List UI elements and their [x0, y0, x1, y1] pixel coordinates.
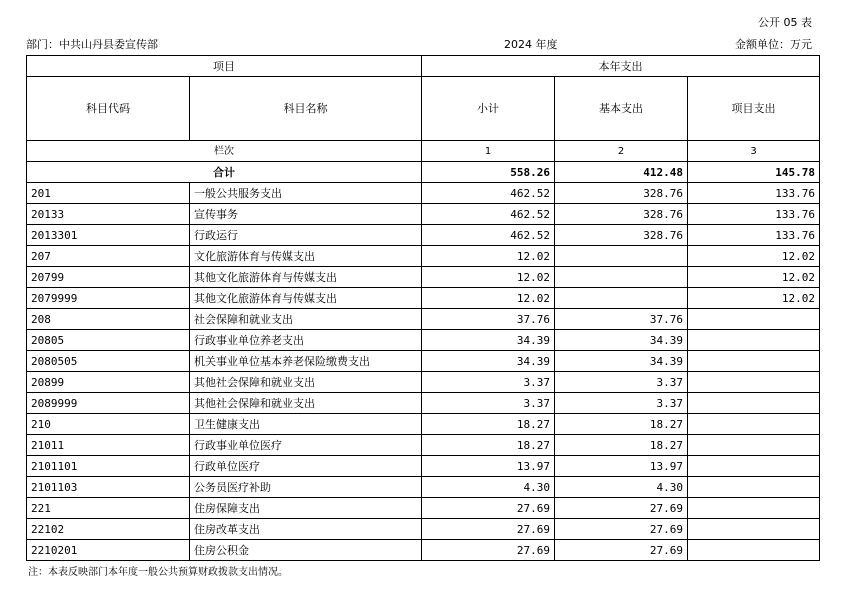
column-index: 3	[688, 141, 820, 162]
column-index: 2	[555, 141, 688, 162]
total-label: 合计	[27, 162, 422, 183]
table-row	[27, 330, 820, 351]
subtotal-cell: 27.69	[422, 540, 555, 561]
basic-cell: 18.27	[555, 435, 688, 456]
subject-code: 208	[27, 309, 190, 330]
total-project: 145.78	[688, 162, 820, 183]
header-basic: 基本支出	[555, 77, 688, 141]
subtotal-cell: 27.69	[422, 519, 555, 540]
column-index-label: 栏次	[27, 141, 422, 162]
subtotal-cell: 27.69	[422, 498, 555, 519]
column-index: 1	[422, 141, 555, 162]
project-cell: 12.02	[688, 246, 820, 267]
table-row	[27, 267, 820, 288]
project-cell	[688, 414, 820, 435]
header-project: 项目支出	[688, 77, 820, 141]
subtotal-cell: 12.02	[422, 246, 555, 267]
header-name: 科目名称	[190, 77, 422, 141]
subtotal-cell: 3.37	[422, 393, 555, 414]
table-row	[27, 183, 820, 204]
subtotal-cell: 12.02	[422, 288, 555, 309]
expenditure-table	[26, 55, 820, 561]
subject-name: 文化旅游体育与传媒支出	[190, 246, 422, 267]
table-row	[27, 204, 820, 225]
table-row	[27, 351, 820, 372]
project-cell	[688, 456, 820, 477]
subtotal-cell: 462.52	[422, 183, 555, 204]
basic-cell: 27.69	[555, 540, 688, 561]
table-row	[27, 540, 820, 561]
subtotal-cell: 462.52	[422, 204, 555, 225]
subtotal-cell: 12.02	[422, 267, 555, 288]
table-row	[27, 477, 820, 498]
basic-cell: 34.39	[555, 351, 688, 372]
basic-cell: 328.76	[555, 183, 688, 204]
table-row	[27, 288, 820, 309]
subtotal-cell: 18.27	[422, 435, 555, 456]
subtotal-cell: 462.52	[422, 225, 555, 246]
basic-cell	[555, 246, 688, 267]
subject-name: 住房保障支出	[190, 498, 422, 519]
subject-name: 住房公积金	[190, 540, 422, 561]
subtotal-cell: 34.39	[422, 351, 555, 372]
basic-cell: 37.76	[555, 309, 688, 330]
table-row	[27, 246, 820, 267]
project-cell: 133.76	[688, 204, 820, 225]
subtotal-cell: 37.76	[422, 309, 555, 330]
subject-code: 210	[27, 414, 190, 435]
subject-code: 221	[27, 498, 190, 519]
fiscal-year: 2024 年度	[504, 38, 558, 51]
project-cell	[688, 435, 820, 456]
subject-code: 20799	[27, 267, 190, 288]
subject-code: 21011	[27, 435, 190, 456]
basic-cell: 328.76	[555, 225, 688, 246]
total-basic: 412.48	[555, 162, 688, 183]
total-row	[27, 162, 820, 183]
project-cell: 133.76	[688, 225, 820, 246]
total-subtotal: 558.26	[422, 162, 555, 183]
subject-name: 住房改革支出	[190, 519, 422, 540]
project-cell	[688, 330, 820, 351]
subtotal-cell: 3.37	[422, 372, 555, 393]
table-row	[27, 456, 820, 477]
project-cell	[688, 372, 820, 393]
basic-cell: 27.69	[555, 519, 688, 540]
basic-cell: 34.39	[555, 330, 688, 351]
subject-code: 201	[27, 183, 190, 204]
basic-cell: 13.97	[555, 456, 688, 477]
subject-name: 其他社会保障和就业支出	[190, 372, 422, 393]
basic-cell: 328.76	[555, 204, 688, 225]
table-row	[27, 225, 820, 246]
table-row	[27, 435, 820, 456]
subject-code: 20899	[27, 372, 190, 393]
subtotal-cell: 13.97	[422, 456, 555, 477]
subject-code: 2013301	[27, 225, 190, 246]
subject-code: 2089999	[27, 393, 190, 414]
department-label: 部门：中共山丹县委宣传部	[26, 38, 158, 51]
subject-name: 行政事业单位医疗	[190, 435, 422, 456]
project-cell: 133.76	[688, 183, 820, 204]
basic-cell	[555, 267, 688, 288]
subject-name: 行政事业单位养老支出	[190, 330, 422, 351]
project-cell: 12.02	[688, 267, 820, 288]
subject-code: 22102	[27, 519, 190, 540]
table-row	[27, 393, 820, 414]
header-current-year: 本年支出	[422, 56, 820, 77]
subtotal-cell: 34.39	[422, 330, 555, 351]
project-cell	[688, 351, 820, 372]
subject-name: 其他文化旅游体育与传媒支出	[190, 288, 422, 309]
project-cell	[688, 309, 820, 330]
subject-name: 社会保障和就业支出	[190, 309, 422, 330]
project-cell: 12.02	[688, 288, 820, 309]
project-cell	[688, 540, 820, 561]
subject-name: 其他社会保障和就业支出	[190, 393, 422, 414]
basic-cell: 18.27	[555, 414, 688, 435]
project-cell	[688, 393, 820, 414]
subject-code: 20805	[27, 330, 190, 351]
subject-name: 行政运行	[190, 225, 422, 246]
header-code: 科目代码	[27, 77, 190, 141]
header-item: 项目	[27, 56, 422, 77]
project-cell	[688, 498, 820, 519]
subject-name: 行政单位医疗	[190, 456, 422, 477]
table-row	[27, 372, 820, 393]
form-number: 公开 05 表	[758, 16, 812, 29]
subject-name: 一般公共服务支出	[190, 183, 422, 204]
basic-cell	[555, 288, 688, 309]
subject-code: 2101103	[27, 477, 190, 498]
subject-name: 宣传事务	[190, 204, 422, 225]
basic-cell: 4.30	[555, 477, 688, 498]
table-row	[27, 519, 820, 540]
table-row	[27, 414, 820, 435]
subtotal-cell: 18.27	[422, 414, 555, 435]
amount-unit: 金额单位：万元	[735, 38, 812, 51]
project-cell	[688, 519, 820, 540]
project-cell	[688, 477, 820, 498]
table-row	[27, 309, 820, 330]
basic-cell: 3.37	[555, 393, 688, 414]
subject-name: 卫生健康支出	[190, 414, 422, 435]
subject-code: 2101101	[27, 456, 190, 477]
subject-code: 2080505	[27, 351, 190, 372]
subject-code: 20133	[27, 204, 190, 225]
subject-code: 2210201	[27, 540, 190, 561]
table-note: 注：本表反映部门本年度一般公共预算财政拨款支出情况。	[28, 567, 288, 578]
basic-cell: 27.69	[555, 498, 688, 519]
subject-code: 2079999	[27, 288, 190, 309]
subtotal-cell: 4.30	[422, 477, 555, 498]
basic-cell: 3.37	[555, 372, 688, 393]
subject-name: 其他文化旅游体育与传媒支出	[190, 267, 422, 288]
subject-code: 207	[27, 246, 190, 267]
header-subtotal: 小计	[422, 77, 555, 141]
subject-name: 公务员医疗补助	[190, 477, 422, 498]
table-row	[27, 498, 820, 519]
subject-name: 机关事业单位基本养老保险缴费支出	[190, 351, 422, 372]
